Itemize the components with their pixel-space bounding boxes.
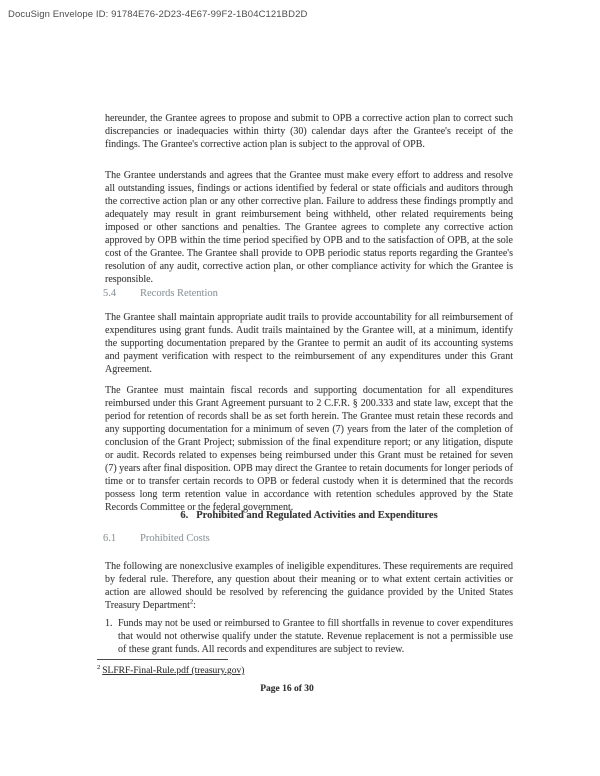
heading-section-number: 6.1 <box>103 533 117 544</box>
prohibited-intro-text: The following are nonexclusive examples of ineligible expenditures. These requirements are required by federal rule. Therefore, any question about their meaning or to what extent certain activities or action are allowed should be resolved by referencing the guidance provided by the United States Treasury Department <box>105 561 513 611</box>
prohibited-intro-suffix: : <box>193 600 196 611</box>
footnote <box>97 663 245 676</box>
list-item-text: Funds may not be used or reimbursed to Grantee to fill shortfalls in revenue to cover expenditures that would not otherwise qualify under the statute. Revenue replacement is not a permissible use of these grant funds. All records and expenditures are subject to review. <box>118 618 513 655</box>
heading-section-title: Prohibited and Regulated Activities and Expenditures <box>196 510 438 521</box>
paragraph-corrective-action-plan: hereunder, the Grantee agrees to propose and submit to OPB a corrective action plan to correct such discrepancies or inadequacies within thirty (30) calendar days after the Grantee's receipt of the findings. The Grantee's corrective action plan is subject to the approval of OPB. <box>105 113 513 150</box>
paragraph-fiscal-records: The Grantee must maintain fiscal records and supporting documentation for all expenditures reimbursed under this Grant Agreement pursuant to 2 C.F.R. § 200.333 and state law, except that the period for retention of records shall be as set forth herein. The Grantee must retain these records and any supporting documentation for a minimum of seven (7) years from the later of the completion of conclusion of the Grant Project; submission of the final expenditure report; or any litigation, dispute or audit. Records related to expenses being reimbursed under this Grant must be retained for seven (7) years after final disposition. OPB may direct the Grantee to retain documents for longer periods of time or to transfer certain records to OPB or federal custody when it is determined that the records possess long term retention value in accordance with retention schedules approved by the State Records Committee or the federal government. <box>105 385 513 513</box>
heading-section-number: 6. <box>180 510 189 521</box>
heading-prohibited-costs <box>103 533 511 544</box>
heading-section-title: Prohibited Costs <box>140 533 210 544</box>
page-number: Page 16 of 30 <box>260 684 314 694</box>
list-item-number: 1. <box>105 618 113 629</box>
footnote-reference-2: 2 <box>189 598 194 606</box>
heading-section-number: 5.4 <box>103 288 117 299</box>
footnote-marker: 2 <box>97 663 101 671</box>
paragraph-grantee-understands: The Grantee understands and agrees that the Grantee must make every effort to address and resolve all outstanding issues, findings or actions identified by federal or state officials and auditors through the corrective action plan or any other corrective plan. Failure to address these findings promptly and adequately may result in grant reimbursement being withheld, other related requirements being imposed or other sanctions and penalties. The Grantee agrees to complete any corrective action approved by OPB within the time period specified by OPB and to the satisfaction of OPB, at the sole cost of the Grantee. The Grantee shall provide to OPB periodic status reports regarding the Grantee's resolution of any audit, corrective action plan, or other compliance activity for which the Grantee is responsible. <box>105 170 513 285</box>
list-item-revenue-shortfalls <box>105 617 513 656</box>
paragraph-audit-trails: The Grantee shall maintain appropriate audit trails to provide accountability for all reimbursement of expenditures using grant funds. Audit trails maintained by the Grantee will, at a minimum, identify the supporting documentation prepared by the Grantee to permit an audit of its accounting systems and payment verification with respect to the reimbursement of any expenditures under this Grant Agreement. <box>105 312 513 375</box>
docusign-envelope-id: DocuSign Envelope ID: 91784E76-2D23-4E67-99F2-1B04C121BD2D <box>8 9 308 20</box>
heading-prohibited-and-regulated <box>105 510 513 521</box>
footnote-link-slfrf-final-rule[interactable]: SLFRF-Final-Rule.pdf (treasury.gov) <box>102 666 245 676</box>
footnote-separator-rule <box>97 659 228 660</box>
paragraph-prohibited-intro <box>105 560 513 612</box>
heading-records-retention <box>103 288 511 299</box>
heading-section-title: Records Retention <box>140 288 218 299</box>
